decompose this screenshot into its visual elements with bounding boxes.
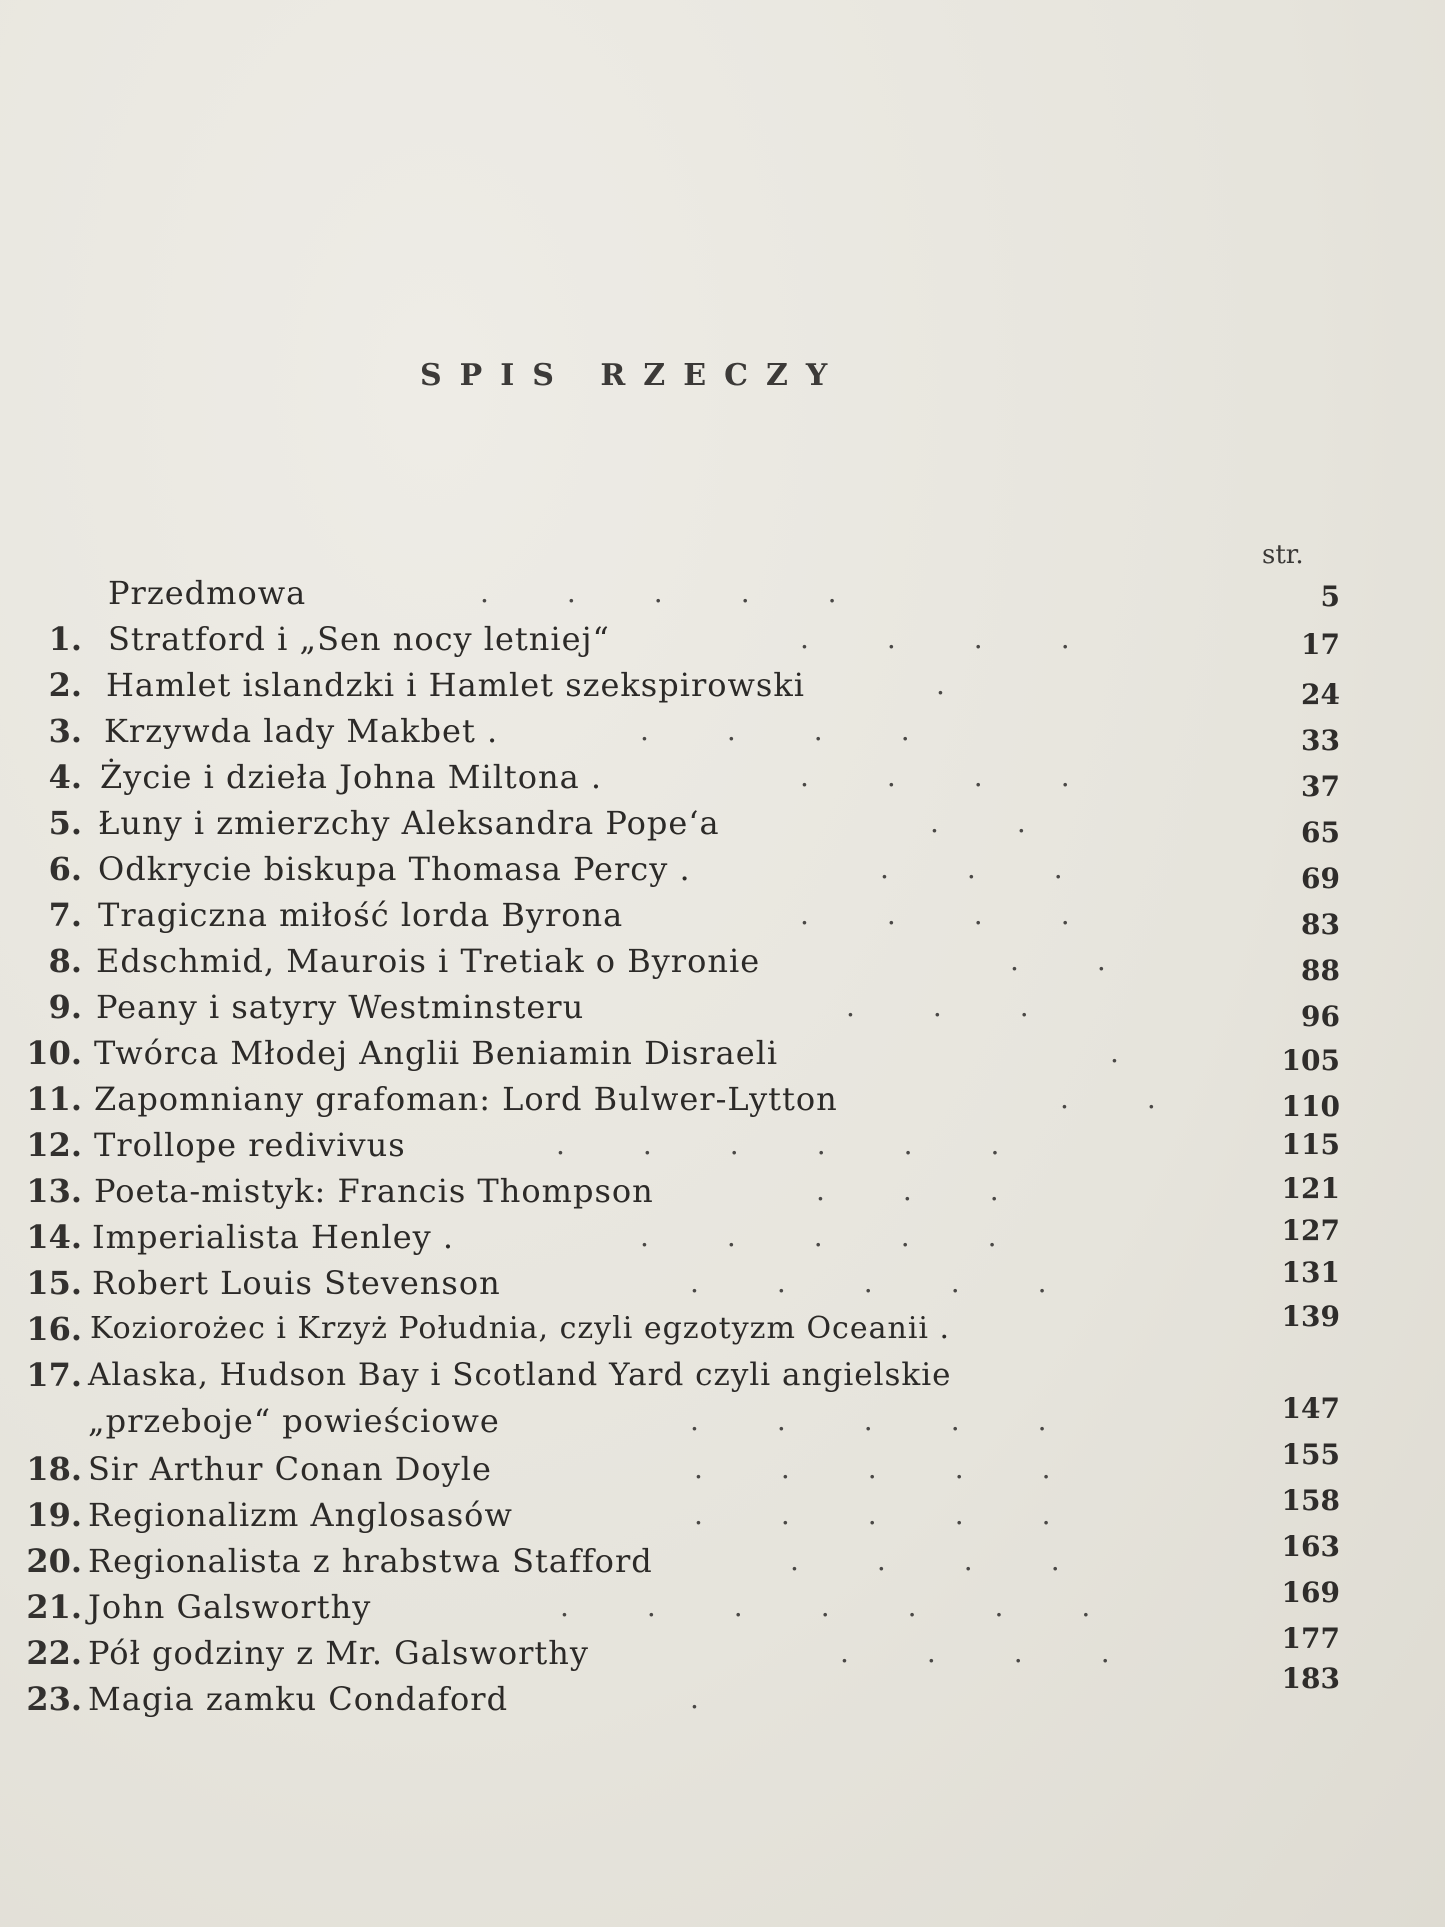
- entry-number: 13.: [26, 1172, 82, 1210]
- leader-dots: .: [936, 668, 1023, 701]
- entry-title: Regionalizm Anglosasów: [88, 1496, 513, 1534]
- entry-number: 4.: [48, 758, 82, 796]
- entry-number: 18.: [26, 1450, 82, 1488]
- entry-title: Pół godziny z Mr. Galsworthy: [88, 1634, 589, 1672]
- entry-page: 69: [1301, 862, 1340, 895]
- entry-title: Peany i satyry Westminsteru: [96, 988, 585, 1026]
- leader-dots: .....: [480, 576, 915, 609]
- entry-title: Regionalista z hrabstwa Stafford: [88, 1542, 653, 1580]
- entry-number: 22.: [26, 1634, 82, 1672]
- entry-page: 110: [1281, 1090, 1340, 1123]
- leader-dots: ...: [816, 1174, 1077, 1207]
- toc-entry: [0, 570, 1445, 616]
- leader-dots: ..: [1010, 944, 1184, 977]
- entry-title: Koziorożec i Krzyż Południa, czyli egzotyzm Oceanii .: [90, 1311, 951, 1346]
- entry-title: Hamlet islandzki i Hamlet szekspirowski: [106, 666, 805, 704]
- toc-entry: [0, 1352, 1445, 1398]
- entry-page: 127: [1281, 1214, 1340, 1247]
- leader-dots: .......: [560, 1590, 1169, 1623]
- toc-entry: [0, 1662, 1445, 1722]
- entry-page: 121: [1281, 1172, 1340, 1205]
- entry-page: 139: [1281, 1300, 1340, 1333]
- leader-dots: ....: [640, 714, 988, 747]
- entry-number: 11.: [26, 1080, 82, 1118]
- entry-number: 15.: [26, 1264, 82, 1302]
- entry-page: 158: [1281, 1484, 1340, 1517]
- entry-page: 163: [1281, 1530, 1340, 1563]
- entry-page: 83: [1301, 908, 1340, 941]
- entry-page: 65: [1301, 816, 1340, 849]
- entry-title: Poeta-mistyk: Francis Thompson: [94, 1172, 654, 1210]
- toc-entry: [0, 1030, 1445, 1076]
- entry-page: 169: [1281, 1576, 1340, 1609]
- leader-dots: .....: [690, 1404, 1125, 1437]
- toc-entry: [0, 754, 1445, 803]
- page-column-label: str.: [1262, 540, 1304, 570]
- entry-title: Trollope redivivus: [94, 1126, 406, 1164]
- entry-page: 17: [1301, 628, 1340, 661]
- entry-page: 147: [1281, 1392, 1340, 1425]
- entry-title: Edschmid, Maurois i Tretiak o Byronie: [96, 942, 761, 980]
- toc-entry: [0, 984, 1445, 1033]
- toc-entry: [0, 1438, 1445, 1492]
- leader-dots: .....: [694, 1498, 1129, 1531]
- entry-title: Przedmowa: [108, 574, 307, 612]
- entry-title: Robert Louis Stevenson: [92, 1264, 501, 1302]
- toc-entry: [0, 846, 1445, 895]
- entry-number: 14.: [26, 1218, 82, 1256]
- entry-number: 21.: [26, 1588, 82, 1626]
- toc-entry: [0, 1576, 1445, 1630]
- leader-dots: .....: [640, 1220, 1075, 1253]
- entry-number: 1.: [48, 620, 82, 658]
- leader-dots: ....: [790, 1544, 1138, 1577]
- entry-title: Sir Arthur Conan Doyle: [88, 1450, 492, 1488]
- toc-entry: [0, 1484, 1445, 1538]
- leader-dots: ...: [846, 990, 1107, 1023]
- toc-entry: [0, 708, 1445, 757]
- leader-dots: .....: [694, 1452, 1129, 1485]
- entry-page: 33: [1301, 724, 1340, 757]
- leader-dots: ....: [800, 760, 1148, 793]
- entry-page: 105: [1281, 1044, 1340, 1077]
- entry-title: Krzywda lady Makbet .: [104, 712, 499, 750]
- toc-entry: [0, 938, 1445, 987]
- entry-number: 17.: [26, 1356, 82, 1394]
- entry-page: 115: [1281, 1128, 1340, 1161]
- entry-number: 12.: [26, 1126, 82, 1164]
- entry-number: 2.: [48, 666, 82, 704]
- toc-entry: [0, 1256, 1445, 1306]
- toc-entry: [0, 616, 1445, 662]
- entry-number: 5.: [48, 804, 82, 842]
- entry-title: Odkrycie biskupa Thomasa Percy .: [98, 850, 691, 888]
- entry-page: 177: [1281, 1622, 1340, 1655]
- entry-title: Imperialista Henley .: [92, 1218, 455, 1256]
- toc-entry: [0, 1622, 1445, 1676]
- entry-title: Tragiczna miłość lorda Byrona: [98, 896, 624, 934]
- toc-entry: [0, 1300, 1445, 1352]
- entry-number: 23.: [26, 1680, 82, 1718]
- entry-title: Życie i dzieła Johna Miltona .: [100, 758, 603, 796]
- entry-number: 16.: [26, 1310, 82, 1348]
- leader-dots: ......: [556, 1128, 1078, 1161]
- entry-page: 24: [1301, 678, 1340, 711]
- entry-page: 155: [1281, 1438, 1340, 1471]
- toc-entry: [0, 800, 1445, 849]
- toc-entry: [0, 1392, 1445, 1444]
- entry-page: 183: [1281, 1662, 1340, 1695]
- leader-dots: .: [690, 1682, 777, 1715]
- toc-entry: [0, 1530, 1445, 1584]
- leader-dots: ..: [1060, 1082, 1234, 1115]
- entry-title: Zapomniany grafoman: Lord Bulwer-Lytton: [94, 1080, 838, 1118]
- entry-number: 3.: [48, 712, 82, 750]
- toc-entry: [0, 892, 1445, 941]
- entry-number: 8.: [48, 942, 82, 980]
- entry-number: 6.: [48, 850, 82, 888]
- leader-dots: ...: [880, 852, 1141, 885]
- page-title: SPIS RZECZY: [420, 358, 846, 393]
- entry-page: 5: [1320, 580, 1340, 613]
- leader-dots: .....: [690, 1266, 1125, 1299]
- entry-page: 96: [1301, 1000, 1340, 1033]
- entry-page: 88: [1301, 954, 1340, 987]
- leader-dots: ....: [840, 1636, 1188, 1669]
- leader-dots: ....: [800, 622, 1148, 655]
- entry-number: 7.: [48, 896, 82, 934]
- toc-entry: [0, 662, 1445, 711]
- entry-title: „przeboje“ powieściowe: [88, 1402, 500, 1440]
- leader-dots: ..: [930, 806, 1104, 839]
- toc-entry: [0, 1214, 1445, 1260]
- toc-entry: [0, 1168, 1445, 1214]
- entry-title: Alaska, Hudson Bay i Scotland Yard czyli angielskie: [88, 1357, 952, 1393]
- entry-title: Stratford i „Sen nocy letniej“: [108, 620, 610, 658]
- entry-title: Łuny i zmierzchy Aleksandra Pope‘a: [98, 804, 720, 842]
- entry-number: 19.: [26, 1496, 82, 1534]
- entry-title: John Galsworthy: [88, 1588, 372, 1626]
- entry-number: 20.: [26, 1542, 82, 1580]
- entry-title: Magia zamku Condaford: [88, 1680, 509, 1718]
- entry-page: 131: [1281, 1256, 1340, 1289]
- entry-number: 9.: [48, 988, 82, 1026]
- toc-entry: [0, 1122, 1445, 1168]
- entry-title: Twórca Młodej Anglii Beniamin Disraeli: [94, 1034, 779, 1072]
- entry-number: 10.: [26, 1034, 82, 1072]
- leader-dots: .: [1110, 1036, 1197, 1069]
- entry-page: 37: [1301, 770, 1340, 803]
- toc-entry: [0, 1076, 1445, 1122]
- leader-dots: ....: [800, 898, 1148, 931]
